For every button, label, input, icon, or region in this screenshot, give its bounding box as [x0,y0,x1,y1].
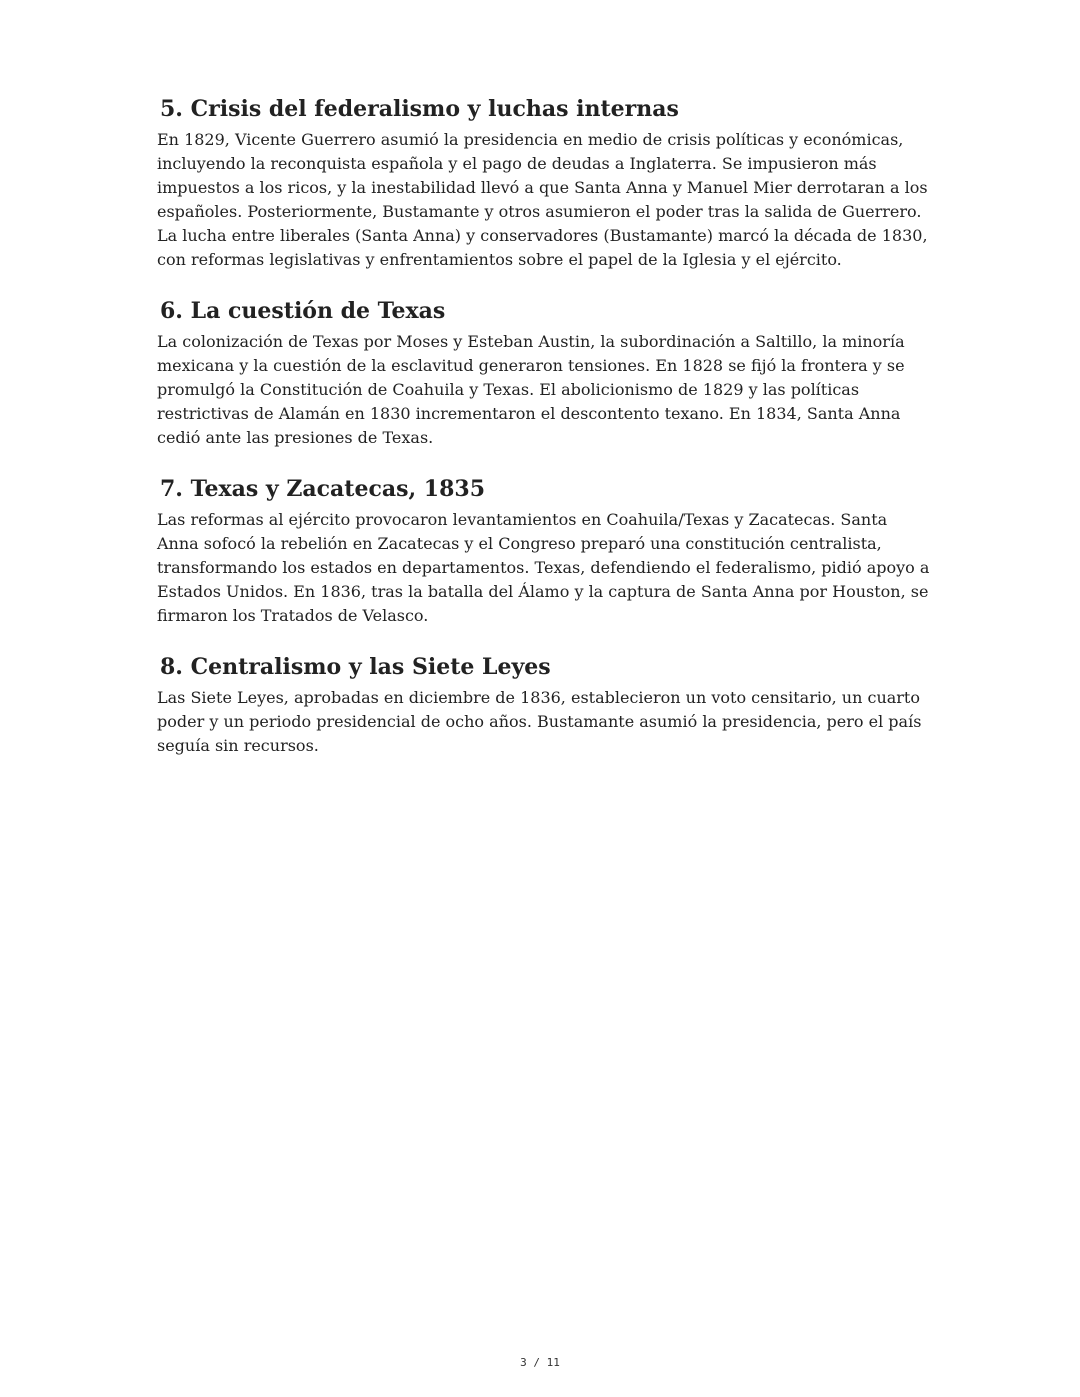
page-number: 3 / 11 [520,1356,560,1369]
section-7 [157,474,932,628]
section-6 [157,296,932,450]
section-heading: 6. La cuestión de Texas [160,298,446,324]
section-8 [157,652,932,758]
section-heading: 7. Texas y Zacatecas, 1835 [160,476,486,502]
section-paragraph: La colonización de Texas por Moses y Esteban Austin, la subordinación a Saltillo, la minoría mexicana y la cuestión de la esclavitud generaron tensiones. En 1828 se fijó la frontera y se promulgó la Constitución de Coahuila y Texas. El abolicionismo de 1829 y las políticas restrictivas de Alamán en 1830 incrementaron el descontento texano. En 1834, Santa Anna cedió ante las presiones de Texas. [157,332,905,447]
section-paragraph: Las Siete Leyes, aprobadas en diciembre de 1836, establecieron un voto censitario, un cuarto poder y un periodo presidencial de ocho años. Bustamante asumió la presidencia, pero el país seguía sin recursos. [157,688,922,755]
page-content [157,94,932,782]
section-paragraph: En 1829, Vicente Guerrero asumió la presidencia en medio de crisis políticas y económicas, incluyendo la reconquista española y el pago de deudas a Inglaterra. Se impusieron más impuestos a los ricos, y la inestabilidad llevó a que Santa Anna y Manuel Mier derrotaran a los españoles. Posteriormente, Bustamante y otros asumieron el poder tras la salida de Guerrero. La lucha entre liberales (Santa Anna) y conservadores (Bustamante) marcó la década de 1830, con reformas legislativas y enfrentamientos sobre el papel de la Iglesia y el ejército. [157,130,928,269]
section-heading: 5. Crisis del federalismo y luchas internas [160,96,679,122]
section-5 [157,94,932,272]
section-paragraph: Las reformas al ejército provocaron levantamientos en Coahuila/Texas y Zacatecas. Santa Anna sofocó la rebelión en Zacatecas y el Congreso preparó una constitución centralista, transformando los estados en departamentos. Texas, defendiendo el federalismo, pidió apoyo a Estados Unidos. En 1836, tras la batalla del Álamo y la captura de Santa Anna por Houston, se firmaron los Tratados de Velasco. [157,510,930,625]
section-heading: 8. Centralismo y las Siete Leyes [160,654,551,680]
